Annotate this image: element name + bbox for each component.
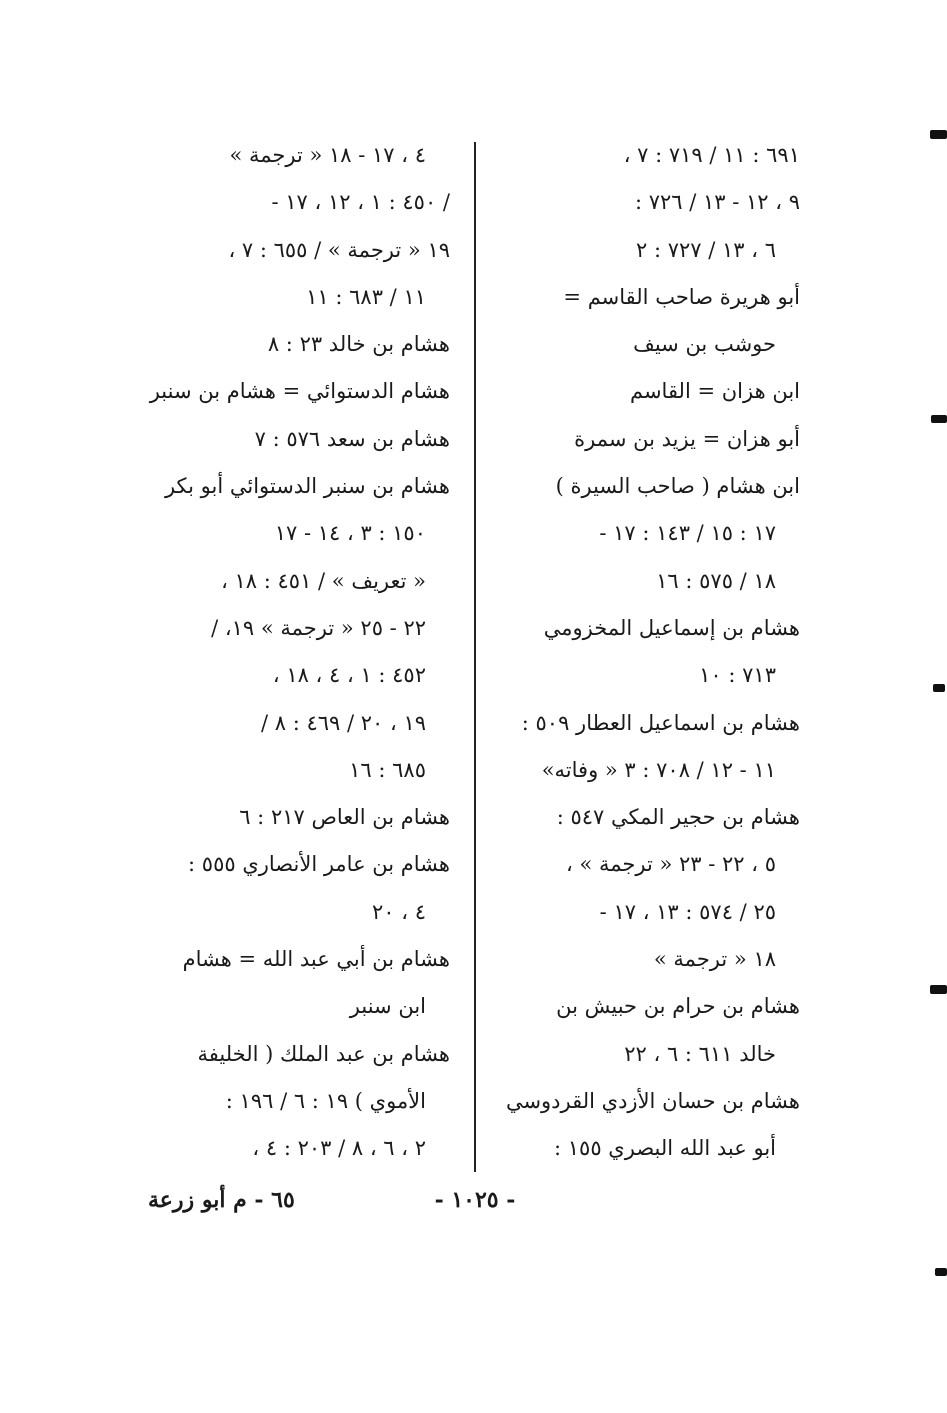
index-line: ٩ ، ١٢ - ١٣ / ٧٢٦ : [634, 190, 800, 215]
column-divider [474, 142, 476, 1172]
index-line: ٧١٣ : ١٠ [699, 663, 776, 688]
index-line: هشام بن سعد ٥٧٦ : ٧ [254, 426, 450, 451]
page-number: - ١٠٢٥ - [434, 1187, 516, 1213]
index-line: ابن هزان = القاسم [629, 379, 800, 404]
index-line: ١١ / ٦٨٣ : ١١ [306, 284, 426, 309]
index-line: هشام بن اسماعيل العطار ٥٠٩ : [521, 710, 800, 735]
index-line: أبو هزان = يزيد بن سمرة [574, 426, 800, 451]
index-line: أبو عبد الله البصري ١٥٥ : [554, 1136, 776, 1161]
scan-edge-mark [930, 130, 947, 139]
index-line: ١٨ / ٥٧٥ : ١٦ [656, 568, 776, 593]
scan-edge-mark [931, 415, 947, 423]
right-column [500, 132, 800, 1173]
index-line: ١٨ « ترجمة » [653, 947, 776, 972]
scan-edge-mark [935, 1268, 947, 1276]
print-signature: ٦٥ - م أبو زرعة [148, 1187, 295, 1213]
index-line: ٦ ، ١٣ / ٧٢٧ : ٢ [636, 237, 776, 262]
index-line: هشام بن أبي عبد الله = هشام [182, 947, 450, 972]
index-line: هشام الدستوائي = هشام بن سنبر [149, 379, 450, 404]
index-line: « تعريف » / ٤٥١ : ١٨ ، [221, 568, 426, 593]
index-line: ١٧ : ١٥ / ١٤٣ : ١٧ - [599, 521, 776, 546]
scan-edge-mark [933, 684, 945, 692]
index-line: هشام بن حسان الأزدي القردوسي [505, 1088, 800, 1113]
index-line: ١١ - ١٢ / ٧٠٨ : ٣ « وفاته» [541, 757, 776, 782]
index-line: هشام بن إسماعيل المخزومي [543, 615, 800, 640]
index-line: ابن سنبر [349, 994, 426, 1019]
index-line: هشام بن العاص ٢١٧ : ٦ [239, 805, 450, 830]
index-line: ٢٥ / ٥٧٤ : ١٣ ، ١٧ - [599, 899, 776, 924]
index-line: ٢ ، ٦ ، ٨ / ٢٠٣ : ٤ ، [252, 1136, 426, 1161]
index-line: خالد ٦١١ : ٦ ، ٢٢ [624, 1041, 776, 1066]
index-line: ٤ ، ١٧ - ١٨ « ترجمة » [229, 143, 426, 167]
index-line: ٥ ، ٢٢ - ٢٣ « ترجمة » ، [566, 852, 776, 877]
index-line: ٤ ، ٢٠ [372, 899, 426, 924]
index-line: الأموي ) ١٩ : ٦ / ١٩٦ : [225, 1088, 426, 1113]
index-line: ١٩ « ترجمة » / ٦٥٥ : ٧ ، [228, 237, 450, 262]
index-line: هشام بن سنبر الدستوائي أبو بكر [164, 474, 450, 499]
index-line: ٦٨٥ : ١٦ [349, 757, 426, 782]
index-line: / ٤٥٠ : ١ ، ١٢ ، ١٧ - [271, 190, 450, 215]
scan-edge-mark [930, 985, 947, 994]
index-line: هشام بن حجير المكي ٥٤٧ : [556, 805, 800, 830]
index-line: حوشب بن سيف [633, 332, 776, 357]
index-line: ٢٢ - ٢٥ « ترجمة » ١٩، / [211, 615, 426, 640]
index-line: أبو هريرة صاحب القاسم = [563, 284, 800, 309]
index-line: ١٥٠ : ٣ ، ١٤ - ١٧ [274, 521, 426, 546]
index-line: ٦٩١ : ١١ / ٧١٩ : ٧ ، [623, 143, 800, 167]
index-line: هشام بن عبد الملك ( الخليفة [197, 1041, 450, 1066]
index-line: هشام بن عامر الأنصاري ٥٥٥ : [188, 852, 450, 877]
index-line: ١٩ ، ٢٠ / ٤٦٩ : ٨ / [260, 710, 426, 735]
left-column [148, 132, 450, 1173]
index-line: ابن هشام ( صاحب السيرة ) [555, 474, 800, 499]
index-line: هشام بن خالد ٢٣ : ٨ [267, 332, 450, 357]
index-line: هشام بن حرام بن حبيش بن [556, 994, 800, 1019]
index-line: ٤٥٢ : ١ ، ٤ ، ١٨ ، [272, 663, 426, 688]
